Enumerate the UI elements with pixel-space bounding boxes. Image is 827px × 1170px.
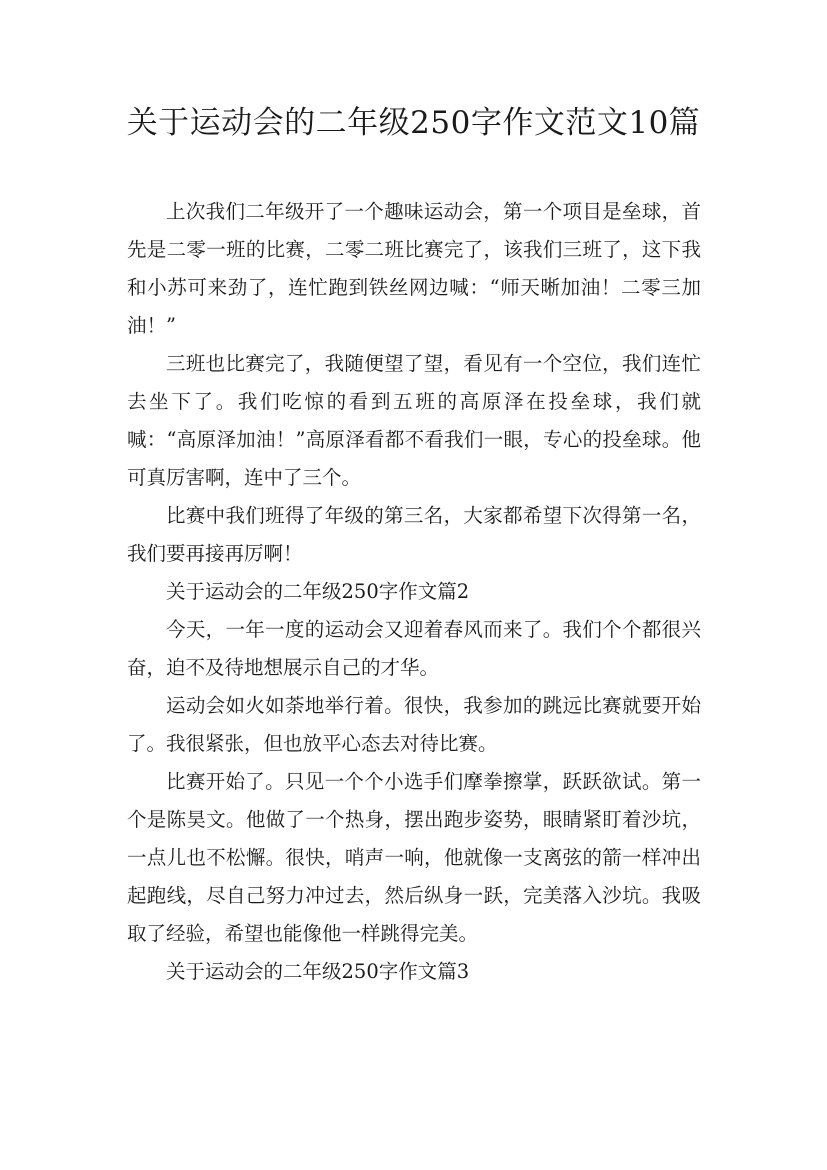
section-heading: 关于运动会的二年级250字作文篇3	[166, 960, 470, 983]
paragraph: 比赛中我们班得了年级的第三名，大家都希望下次得第一名，我们要再接再厉啊！	[127, 504, 701, 565]
paragraph: 三班也比赛完了，我随便望了望，看见有一个空位，我们连忙去坐下了。我们吃惊的看到五班的高原泽在投垒球，我们就喊：“高原泽加油！”高原泽看都不看我们一眼，专心的投垒球。他可真厉害啊，连中了三个。	[127, 352, 701, 489]
document-body	[127, 193, 701, 991]
paragraph: 上次我们二年级开了一个趣味运动会，第一个项目是垒球，首先是二零一班的比赛，二零二班比赛完了，该我们三班了，这下我和小苏可来劲了，连忙跑到铁丝网边喊：“师天晰加油！二零三加油！”	[127, 200, 701, 337]
paragraph: 比赛开始了。只见一个个小选手们摩拳擦掌，跃跃欲试。第一个是陈昊文。他做了一个热身，摆出跑步姿势，眼睛紧盯着沙坑，一点儿也不松懈。很快，哨声一响，他就像一支离弦的箭一样冲出起跑线，尽自己努力冲过去，然后纵身一跃，完美落入沙坑。我吸取了经验，希望也能像他一样跳得完美。	[127, 770, 701, 945]
paragraph: 运动会如火如荼地举行着。很快，我参加的跳远比赛就要开始了。我很紧张，但也放平心态去对待比赛。	[127, 694, 701, 755]
paragraph: 今天，一年一度的运动会又迎着春风而来了。我们个个都很兴奋，迫不及待地想展示自己的才华。	[127, 618, 701, 679]
document-title: 关于运动会的二年级250字作文范文10篇	[126, 105, 701, 141]
section-heading: 关于运动会的二年级250字作文篇2	[166, 580, 470, 603]
